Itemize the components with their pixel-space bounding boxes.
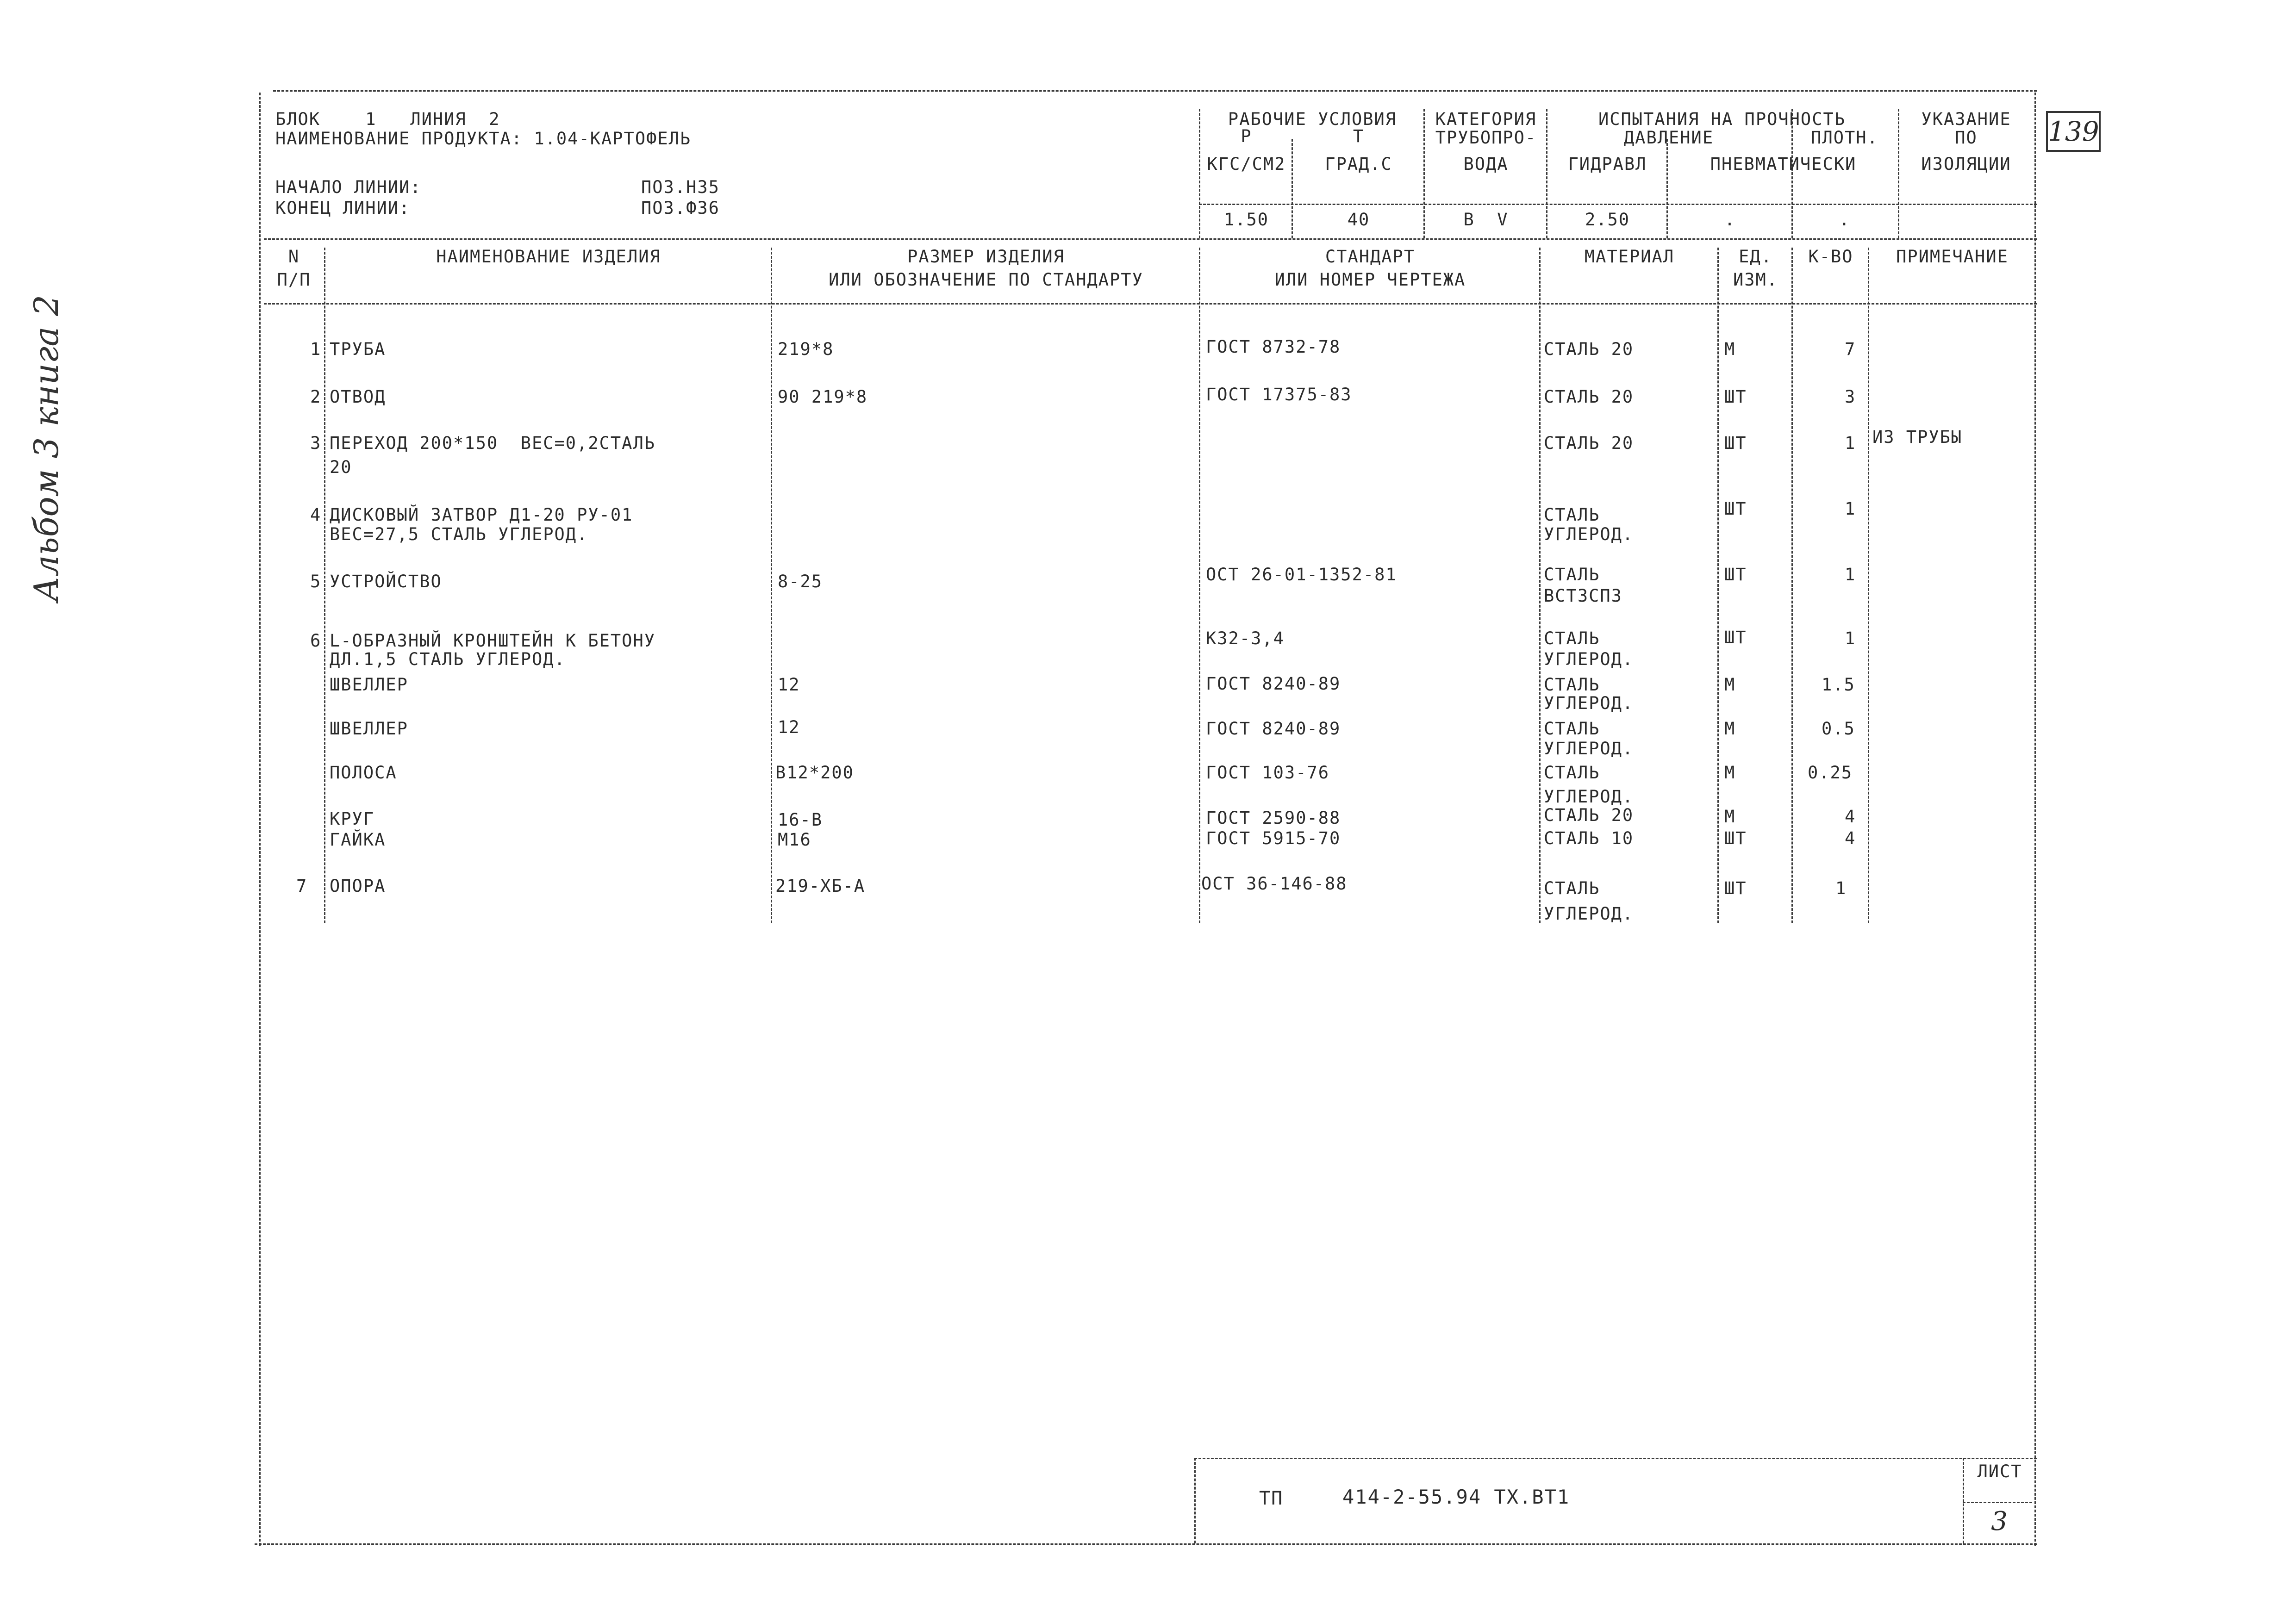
col-head-std-1: СТАНДАРТ	[1325, 247, 1416, 267]
col-sep-size	[1199, 248, 1200, 923]
row-std: ГОСТ 8240-89	[1206, 674, 1341, 694]
frame-right-line	[2034, 93, 2036, 1546]
col-head-size-2: ИЛИ ОБОЗНАЧЕНИЕ ПО СТАНДАРТУ	[829, 270, 1143, 290]
insulation-title-1: УКАЗАНИЕ	[1921, 109, 2011, 129]
row-num: 7	[296, 876, 308, 896]
stamp-sheet-label: ЛИСТ	[1977, 1461, 2022, 1481]
row-material-cont: УГЛЕРОД.	[1544, 739, 1634, 759]
row-qty: 0.5	[1822, 719, 1855, 739]
line-end-value: ПОЗ.Ф36	[641, 198, 720, 218]
row-material: СТАЛЬ	[1544, 505, 1600, 525]
row-size: 12	[778, 717, 800, 737]
row-material: СТАЛЬ	[1544, 628, 1600, 648]
row-unit: ШТ	[1724, 387, 1747, 407]
row-unit: М	[1724, 763, 1736, 783]
album-handwritten-note: Альбом 3 книга 2	[27, 295, 66, 602]
row-material: СТАЛЬ	[1544, 675, 1600, 695]
category-title-2: ТРУБОПРО-	[1435, 128, 1537, 148]
row-name-cont: 20	[330, 457, 352, 477]
row-name: ПЕРЕХОД 200*150 ВЕС=0,2СТАЛЬ	[330, 433, 656, 453]
row-material-cont: ВСТ3СП3	[1544, 586, 1622, 606]
row-size: В12*200	[775, 763, 854, 783]
row-num: 4	[310, 505, 322, 525]
row-material: СТАЛЬ 20	[1544, 387, 1634, 407]
row-material-cont: УГЛЕРОД.	[1544, 787, 1634, 807]
test-pneumatic-label: ПНЕВМАТИЧЕСКИ	[1710, 154, 1857, 174]
row-unit: М	[1724, 675, 1736, 695]
header-bottom-line	[264, 238, 2037, 240]
test-density-title: ПЛОТН.	[1811, 128, 1878, 148]
frame-bottom-line	[255, 1543, 2037, 1545]
density-value: .	[1839, 210, 1851, 230]
stamp-left-line	[1194, 1458, 1196, 1543]
row-name: ШВЕЛЛЕР	[330, 675, 408, 695]
row-size: 219*8	[778, 339, 834, 359]
row-unit: ШТ	[1724, 565, 1747, 585]
row-unit: ШТ	[1724, 499, 1747, 519]
row-material: СТАЛЬ 20	[1544, 339, 1634, 359]
pressure-p-label: Р	[1241, 126, 1252, 146]
row-name: L-ОБРАЗНЫЙ КРОНШТЕЙН К БЕТОНУ	[330, 631, 656, 651]
row-std: ГОСТ 17375-83	[1206, 385, 1352, 404]
columns-bottom-line	[264, 303, 2037, 305]
col-sep-name	[771, 248, 772, 923]
row-qty: 1.5	[1822, 675, 1855, 695]
row-size: 8-25	[778, 572, 823, 591]
col-head-qty: К-ВО	[1808, 247, 1853, 267]
row-qty: 1	[1835, 878, 1847, 898]
row-std: ГОСТ 5915-70	[1206, 828, 1341, 848]
row-size: М16	[778, 830, 811, 850]
row-material: СТАЛЬ	[1544, 565, 1600, 585]
stamp-sheet-divider	[1963, 1502, 2032, 1503]
row-unit: М	[1724, 339, 1736, 359]
row-name: ОПОРА	[330, 876, 386, 896]
row-material: СТАЛЬ	[1544, 719, 1600, 739]
row-num: 3	[310, 433, 322, 453]
row-qty: 1	[1845, 565, 1856, 585]
col-head-note: ПРИМЕЧАНИЕ	[1896, 247, 2009, 267]
row-qty: 1	[1845, 628, 1856, 648]
row-name: ДИСКОВЫЙ ЗАТВОР Д1-20 РУ-01	[330, 505, 633, 525]
row-std: ГОСТ 8240-89	[1206, 719, 1341, 739]
col-head-std-2: ИЛИ НОМЕР ЧЕРТЕЖА	[1274, 270, 1466, 290]
row-std: ОСТ 26-01-1352-81	[1206, 565, 1397, 585]
col-sep-num	[324, 248, 325, 923]
header-sep-p-t	[1292, 139, 1293, 238]
hydraulic-value: 2.50	[1585, 210, 1630, 230]
stamp-sheet-number: 3	[1991, 1506, 2009, 1536]
stamp-label: ТП	[1259, 1488, 1284, 1509]
work-conditions-title: РАБОЧИЕ УСЛОВИЯ	[1228, 109, 1397, 129]
col-head-unit-2: ИЗМ.	[1733, 270, 1778, 290]
row-material: СТАЛЬ 10	[1544, 828, 1634, 848]
row-unit: ШТ	[1724, 433, 1747, 453]
row-size: 90 219*8	[778, 387, 868, 407]
row-qty: 0.25	[1808, 763, 1853, 783]
row-material: СТАЛЬ 20	[1544, 433, 1634, 453]
row-std: К32-3,4	[1206, 628, 1285, 648]
col-sep-mat	[1717, 248, 1719, 923]
row-num: 1	[310, 339, 322, 359]
row-std: ГОСТ 8732-78	[1206, 337, 1341, 357]
header-sep-work	[1199, 109, 1200, 238]
row-name: ШВЕЛЛЕР	[330, 719, 408, 739]
row-name: ТРУБА	[330, 339, 386, 359]
row-qty: 1	[1845, 499, 1856, 519]
stamp-sheet-line	[1963, 1458, 1964, 1543]
header-mid-line	[1199, 204, 2037, 205]
line-start-label: НАЧАЛО ЛИНИИ:	[275, 177, 422, 197]
col-head-num-1: N	[288, 247, 300, 267]
row-name: ГАЙКА	[330, 830, 386, 850]
row-name-cont: ВЕС=27,5 СТАЛЬ УГЛЕРОД.	[330, 524, 588, 544]
test-hydraulic-label: ГИДРАВЛ	[1568, 154, 1647, 174]
temp-value: 40	[1347, 210, 1370, 230]
row-name: УСТРОЙСТВО	[330, 572, 442, 591]
test-pressure-title: ДАВЛЕНИЕ	[1623, 128, 1714, 148]
temp-t-label: Т	[1353, 126, 1365, 146]
row-unit: М	[1724, 807, 1736, 827]
row-material-cont: УГЛЕРОД.	[1544, 904, 1634, 924]
row-material: СТАЛЬ 20	[1544, 805, 1634, 825]
row-qty: 1	[1845, 433, 1856, 453]
row-note: ИЗ ТРУБЫ	[1872, 427, 1963, 447]
row-material: СТАЛЬ	[1544, 878, 1600, 898]
category-value: В V	[1463, 210, 1509, 230]
col-head-name: НАИМЕНОВАНИЕ ИЗДЕЛИЯ	[436, 247, 661, 267]
row-std: ОСТ 36-146-88	[1201, 874, 1348, 894]
product-name-text: НАИМЕНОВАНИЕ ПРОДУКТА: 1.04-КАРТОФЕЛЬ	[275, 129, 692, 149]
col-head-material: МАТЕРИАЛ	[1584, 247, 1675, 267]
row-unit: ШТ	[1724, 878, 1747, 898]
row-std: ГОСТ 2590-88	[1206, 808, 1341, 828]
stamp-document-code: 414-2-55.94 ТХ.ВТ1	[1342, 1486, 1570, 1508]
category-title-3: ВОДА	[1463, 154, 1509, 174]
pneumatic-value: .	[1724, 210, 1736, 230]
insulation-title-2: ПО	[1955, 128, 1978, 148]
header-sep-hydr	[1666, 139, 1668, 238]
col-head-unit-1: ЕД.	[1739, 247, 1772, 267]
pressure-unit: КГС/СМ2	[1207, 154, 1286, 174]
row-size: 219-ХБ-А	[775, 876, 866, 896]
col-sep-unit	[1791, 248, 1793, 923]
row-size: 16-В	[778, 810, 823, 830]
row-size: 12	[778, 675, 800, 695]
frame-top-line	[273, 90, 2037, 92]
strength-test-title: ИСПЫТАНИЯ НА ПРОЧНОСТЬ	[1598, 109, 1846, 129]
row-material-cont: УГЛЕРОД.	[1544, 649, 1634, 669]
row-qty: 3	[1845, 387, 1856, 407]
line-end-label: КОНЕЦ ЛИНИИ:	[275, 198, 411, 218]
row-num: 2	[310, 387, 322, 407]
col-head-num-2: П/П	[277, 270, 311, 290]
line-start-value: ПОЗ.Н35	[641, 177, 720, 197]
pressure-value: 1.50	[1223, 210, 1269, 230]
page-number-badge	[2046, 111, 2101, 152]
temp-unit: ГРАД.С	[1325, 154, 1392, 174]
frame-left-line	[259, 93, 261, 1546]
col-sep-qty	[1868, 248, 1869, 923]
row-material: СТАЛЬ	[1544, 763, 1600, 783]
row-material-cont: УГЛЕРОД.	[1544, 693, 1634, 713]
row-unit: ШТ	[1724, 628, 1747, 647]
block-line-text: БЛОК 1 ЛИНИЯ 2	[275, 109, 500, 129]
row-num: 6	[310, 631, 322, 651]
row-num: 5	[310, 572, 322, 591]
row-qty: 7	[1845, 339, 1856, 359]
row-qty: 4	[1845, 828, 1856, 848]
header-sep-test	[1546, 109, 1547, 238]
row-name-cont: ДЛ.1,5 СТАЛЬ УГЛЕРОД.	[330, 649, 566, 669]
row-std: ГОСТ 103-76	[1206, 763, 1330, 783]
row-qty: 4	[1845, 807, 1856, 827]
insulation-title-3: ИЗОЛЯЦИИ	[1921, 154, 2011, 174]
row-material-cont: УГЛЕРОД.	[1544, 524, 1634, 544]
page-number-text: 139	[2048, 116, 2099, 147]
stamp-top-line	[1194, 1458, 2037, 1459]
category-title-1: КАТЕГОРИЯ	[1435, 109, 1537, 129]
row-name: КРУГ	[330, 809, 375, 829]
col-sep-std	[1539, 248, 1541, 923]
header-sep-insul	[1898, 109, 1899, 238]
row-unit: ШТ	[1724, 828, 1747, 848]
col-head-size-1: РАЗМЕР ИЗДЕЛИЯ	[907, 247, 1065, 267]
row-name: ОТВОД	[330, 387, 386, 407]
header-sep-cat	[1423, 109, 1425, 238]
row-name: ПОЛОСА	[330, 763, 397, 783]
row-unit: М	[1724, 719, 1736, 739]
